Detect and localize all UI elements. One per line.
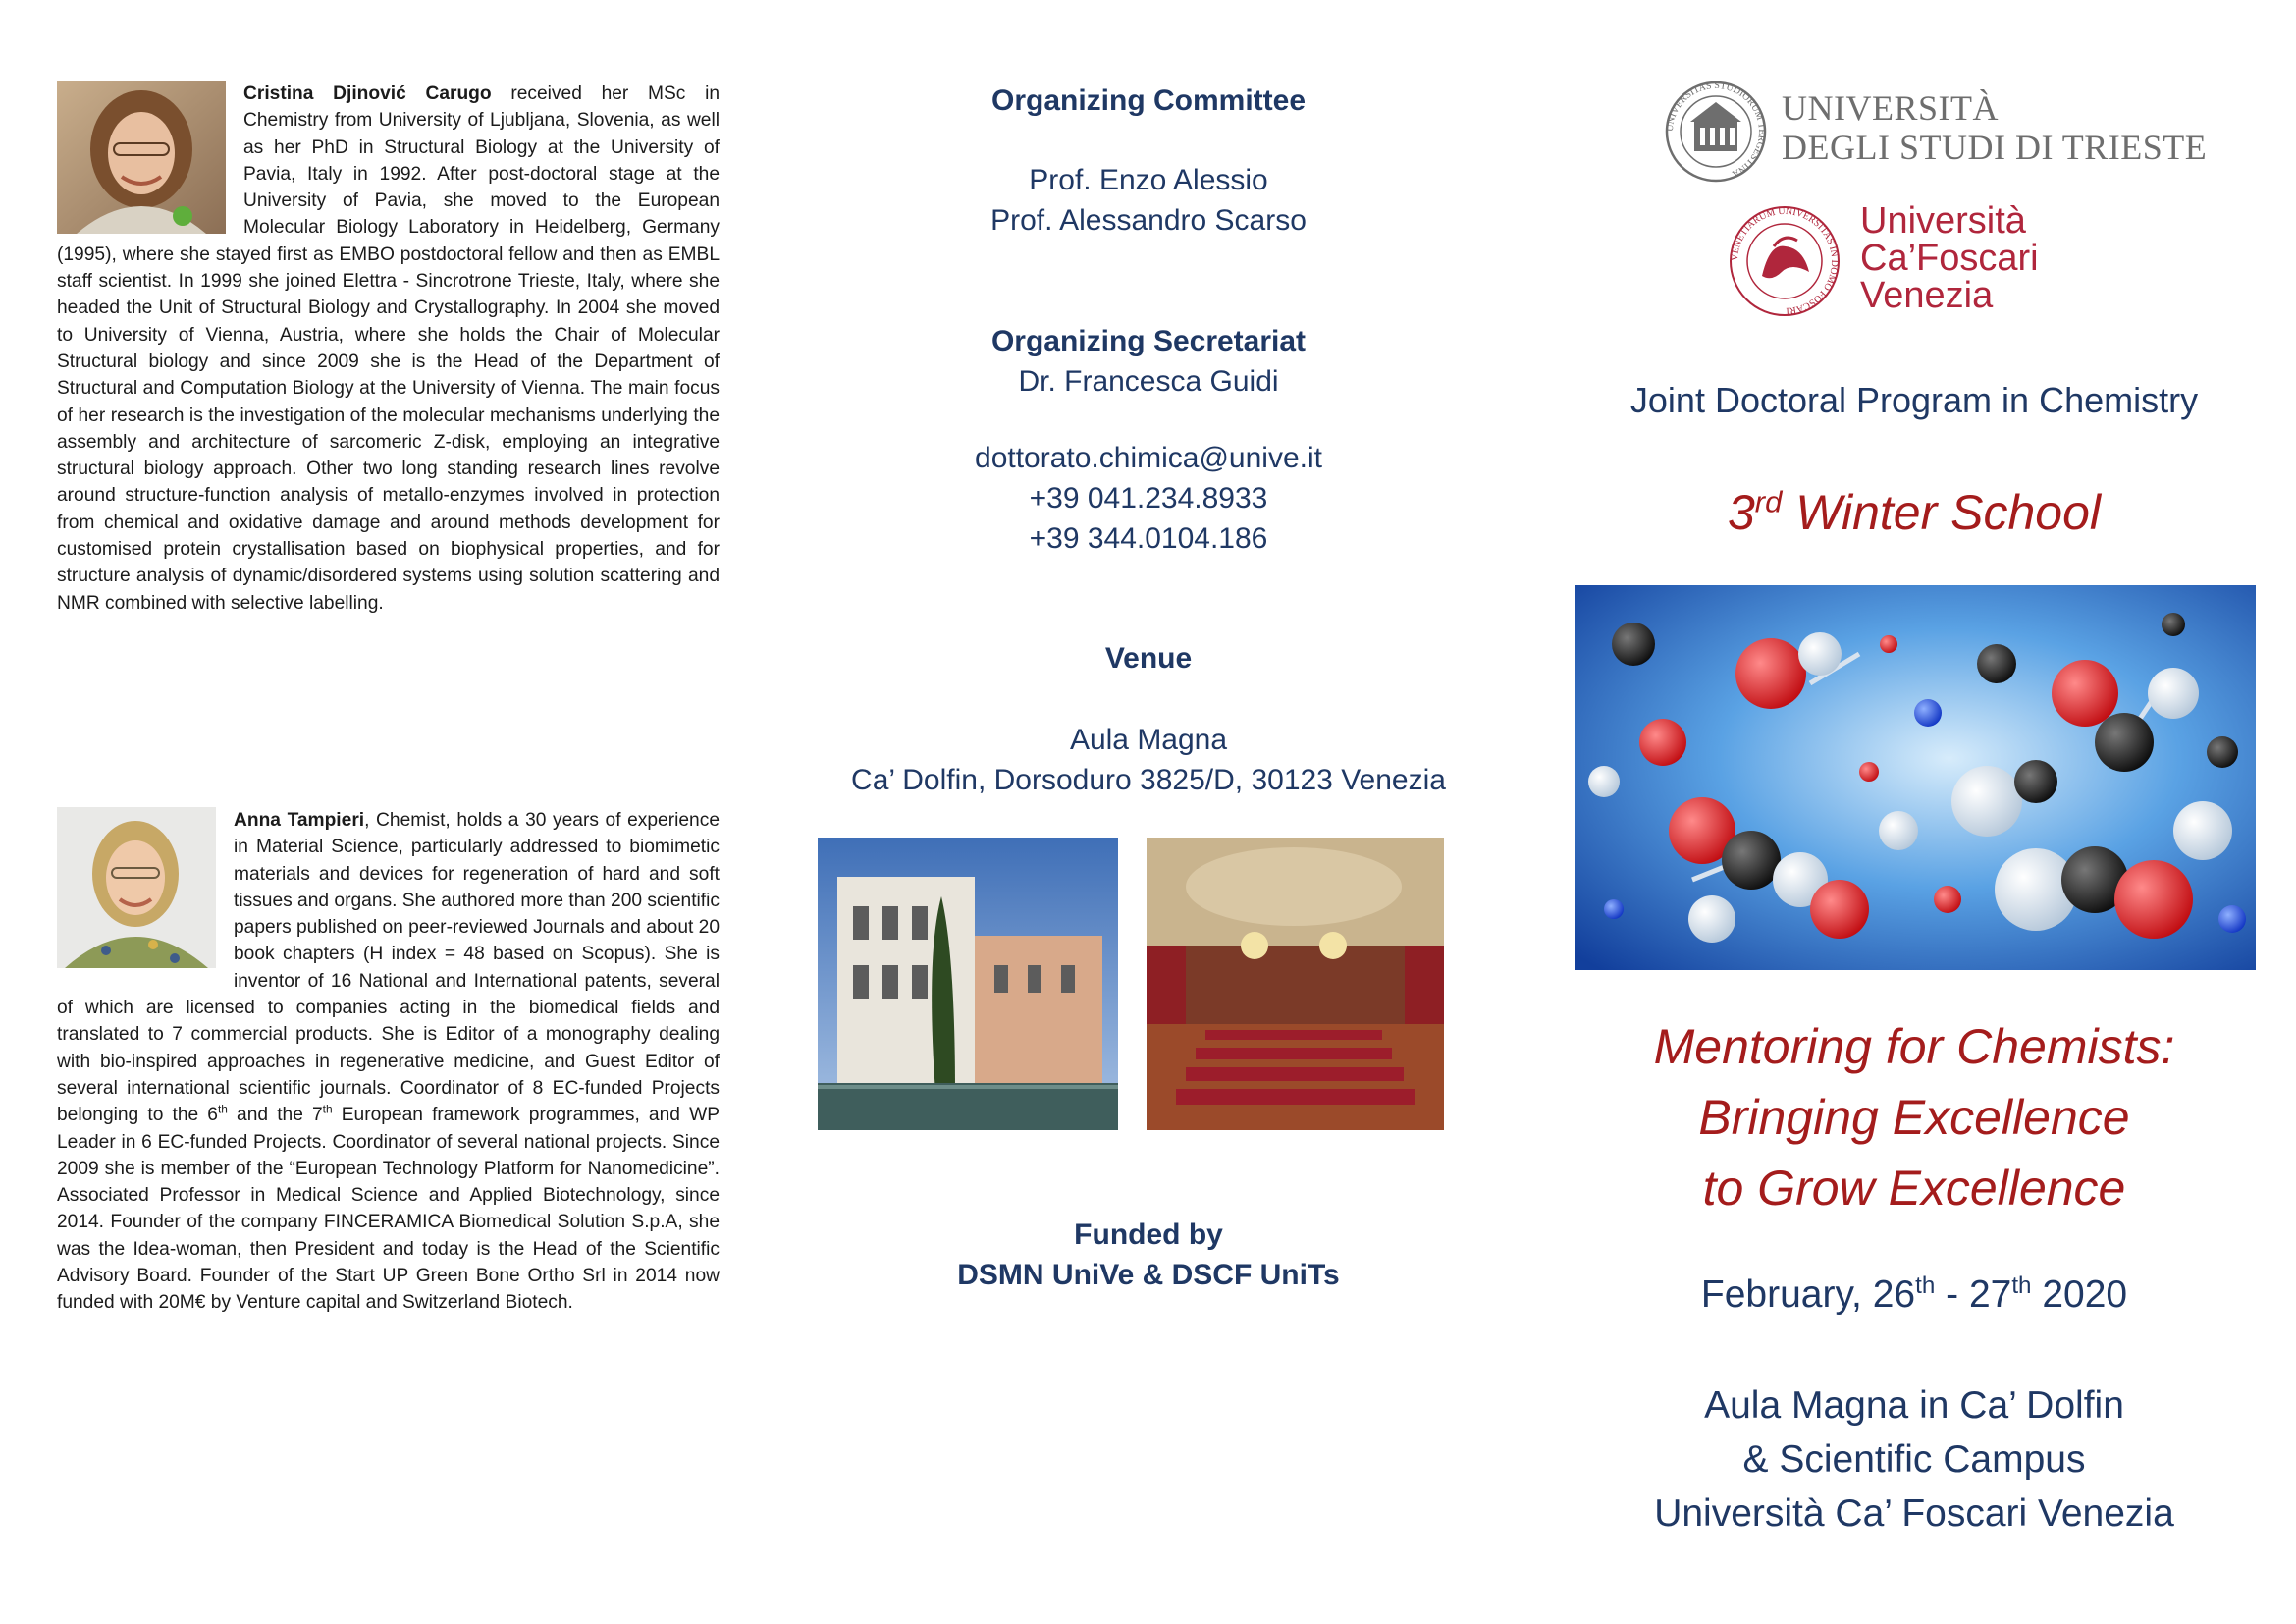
program-title: Joint Doctoral Program in Chemistry xyxy=(1629,380,2199,420)
bio-tampieri-name: Anna Tampieri xyxy=(234,810,365,831)
portrait-tampieri-photo xyxy=(57,807,216,968)
portrait-carugo-photo xyxy=(57,81,226,234)
bio-carugo-name: Cristina Djinović Carugo xyxy=(243,83,492,104)
secretariat-email[interactable]: dottorato.chimica@unive.it xyxy=(975,442,1322,474)
trieste-logo-text: UNIVERSITÀ DEGLI STUDI DI TRIESTE xyxy=(1782,88,2208,167)
venue-heading: Venue xyxy=(1104,642,1193,675)
secretariat-phone: +39 344.0104.186 xyxy=(1029,522,1268,555)
funded-by-institutions: DSMN UniVe & DSCF UniTs xyxy=(957,1259,1340,1291)
school-title: 3rd Winter School xyxy=(1727,484,2102,540)
trieste-seal-text: UNIVERSITAS STUDIORUM TERGESTINA xyxy=(1664,80,1768,180)
event-location: Aula Magna in Ca’ Dolfin & Scientific Campus Università Ca’ Foscari Venezia xyxy=(1654,1384,2174,1535)
molecules-illustration xyxy=(1575,585,2256,970)
bio-carugo-text: received her MSc in Chemistry from University of Ljubljana, Slovenia, as well as her PhD in Structural Biology at the University of Pavia, Italy in 1992. After post-doctoral stage at the University of Pavia, she moved to the European Molecular Biology Laboratory in Heidelberg, Germany (1995), where she stayed first as EMBO postdoctoral fellow and then as EMBL staff scientist. In 1999 she joined Elettra - Sincrotrone Trieste, Italy, where she headed the Unit of Structural Biology and Crystallography. In 2004 she moved to University of Vienna, Austria, where she holds the Chair of Molecular Structural biology and since 2009 she is the Head of the Department of Structural and Computation Biology at the University of Vienna. The main focus of her research is the investigation of the molecular mechanisms underlying the assembly and architecture of sarcomeric Z-disk, employing an integrative structural biology approach. Other two long standing research lines revolve around structure-function analysis of metallo-enzymes involved in protection from chemical and oxidative damage and around methods development for customised protein crystallisation based on biophysical properties, and for structure analysis of dynamic/disordered systems using solution scattering and NMR combined with selective labelling. xyxy=(57,83,721,614)
bio-tampieri: Anna Tampieri, Chemist, holds a 30 years of experience in Material Science, particularly addressed to biomimetic materials and devices for regeneration of hard and soft tissues and organs. She authored more than 200 scientific papers published on peer-reviewed Journals and about 20 book chapters (H index = 48 based on Scopus). She is inventor of 16 National and International patents, several of which are licensed to companies acting in the biomedical fields and translated to 7 commercial products. She is Editor of a monography dealing with bio-inspired approaches in regenerative medicine, and Guest Editor of several international scientific journals. Coordinator of 8 EC-funded Projects belonging to the 6th and the 7th European framework programmes, and WP Leader in 6 EC-funded Projects. Coordinator of several national projects. Since 2009 she is member of the “European Technology Platform for Nanomedicine”. Associated Professor in Medical Science and Applied Biotechnology, since 2014. Founder of the company FINCERAMICA Biomedical Solution S.p.A, she was the Idea-woman, then President and today is the Head of the Scientific Advisory Board. Founder of the Start UP Green Bone Ortho Srl in 2014 now funded with 20M€ by Venture capital and Switzerland Biotech. xyxy=(57,807,720,1317)
committee-member: Prof. Enzo Alessio xyxy=(1029,164,1268,196)
funded-by-label: Funded by xyxy=(1074,1218,1223,1251)
venue-line: Aula Magna xyxy=(1069,724,1228,756)
foscari-seal-text: VENETIARUM UNIVERSITAS IN DOMO FOSCARI xyxy=(1729,205,1841,316)
foscari-logo-text: Università Ca’Foscari Venezia xyxy=(1860,200,2039,316)
aula-magna-interior-photo xyxy=(1147,838,1444,1130)
trieste-seal-logo xyxy=(1663,79,1769,185)
foscari-seal-logo xyxy=(1727,203,1842,319)
secretariat-name: Dr. Francesca Guidi xyxy=(1018,365,1279,398)
bio-carugo xyxy=(57,81,720,617)
committee-heading: Organizing Committee xyxy=(990,84,1307,117)
venue-address: Ca’ Dolfin, Dorsoduro 3825/D, 30123 Venezia xyxy=(851,764,1446,796)
palazzo-exterior-photo xyxy=(818,838,1118,1130)
event-title: Mentoring for Chemists: Bringing Excellence to Grow Excellence xyxy=(1653,1019,2175,1216)
secretariat-phone: +39 041.234.8933 xyxy=(1029,482,1268,514)
event-date: February, 26th - 27th 2020 xyxy=(1700,1272,2128,1316)
committee-member: Prof. Alessandro Scarso xyxy=(990,204,1307,237)
secretariat-heading: Organizing Secretariat xyxy=(990,325,1307,357)
